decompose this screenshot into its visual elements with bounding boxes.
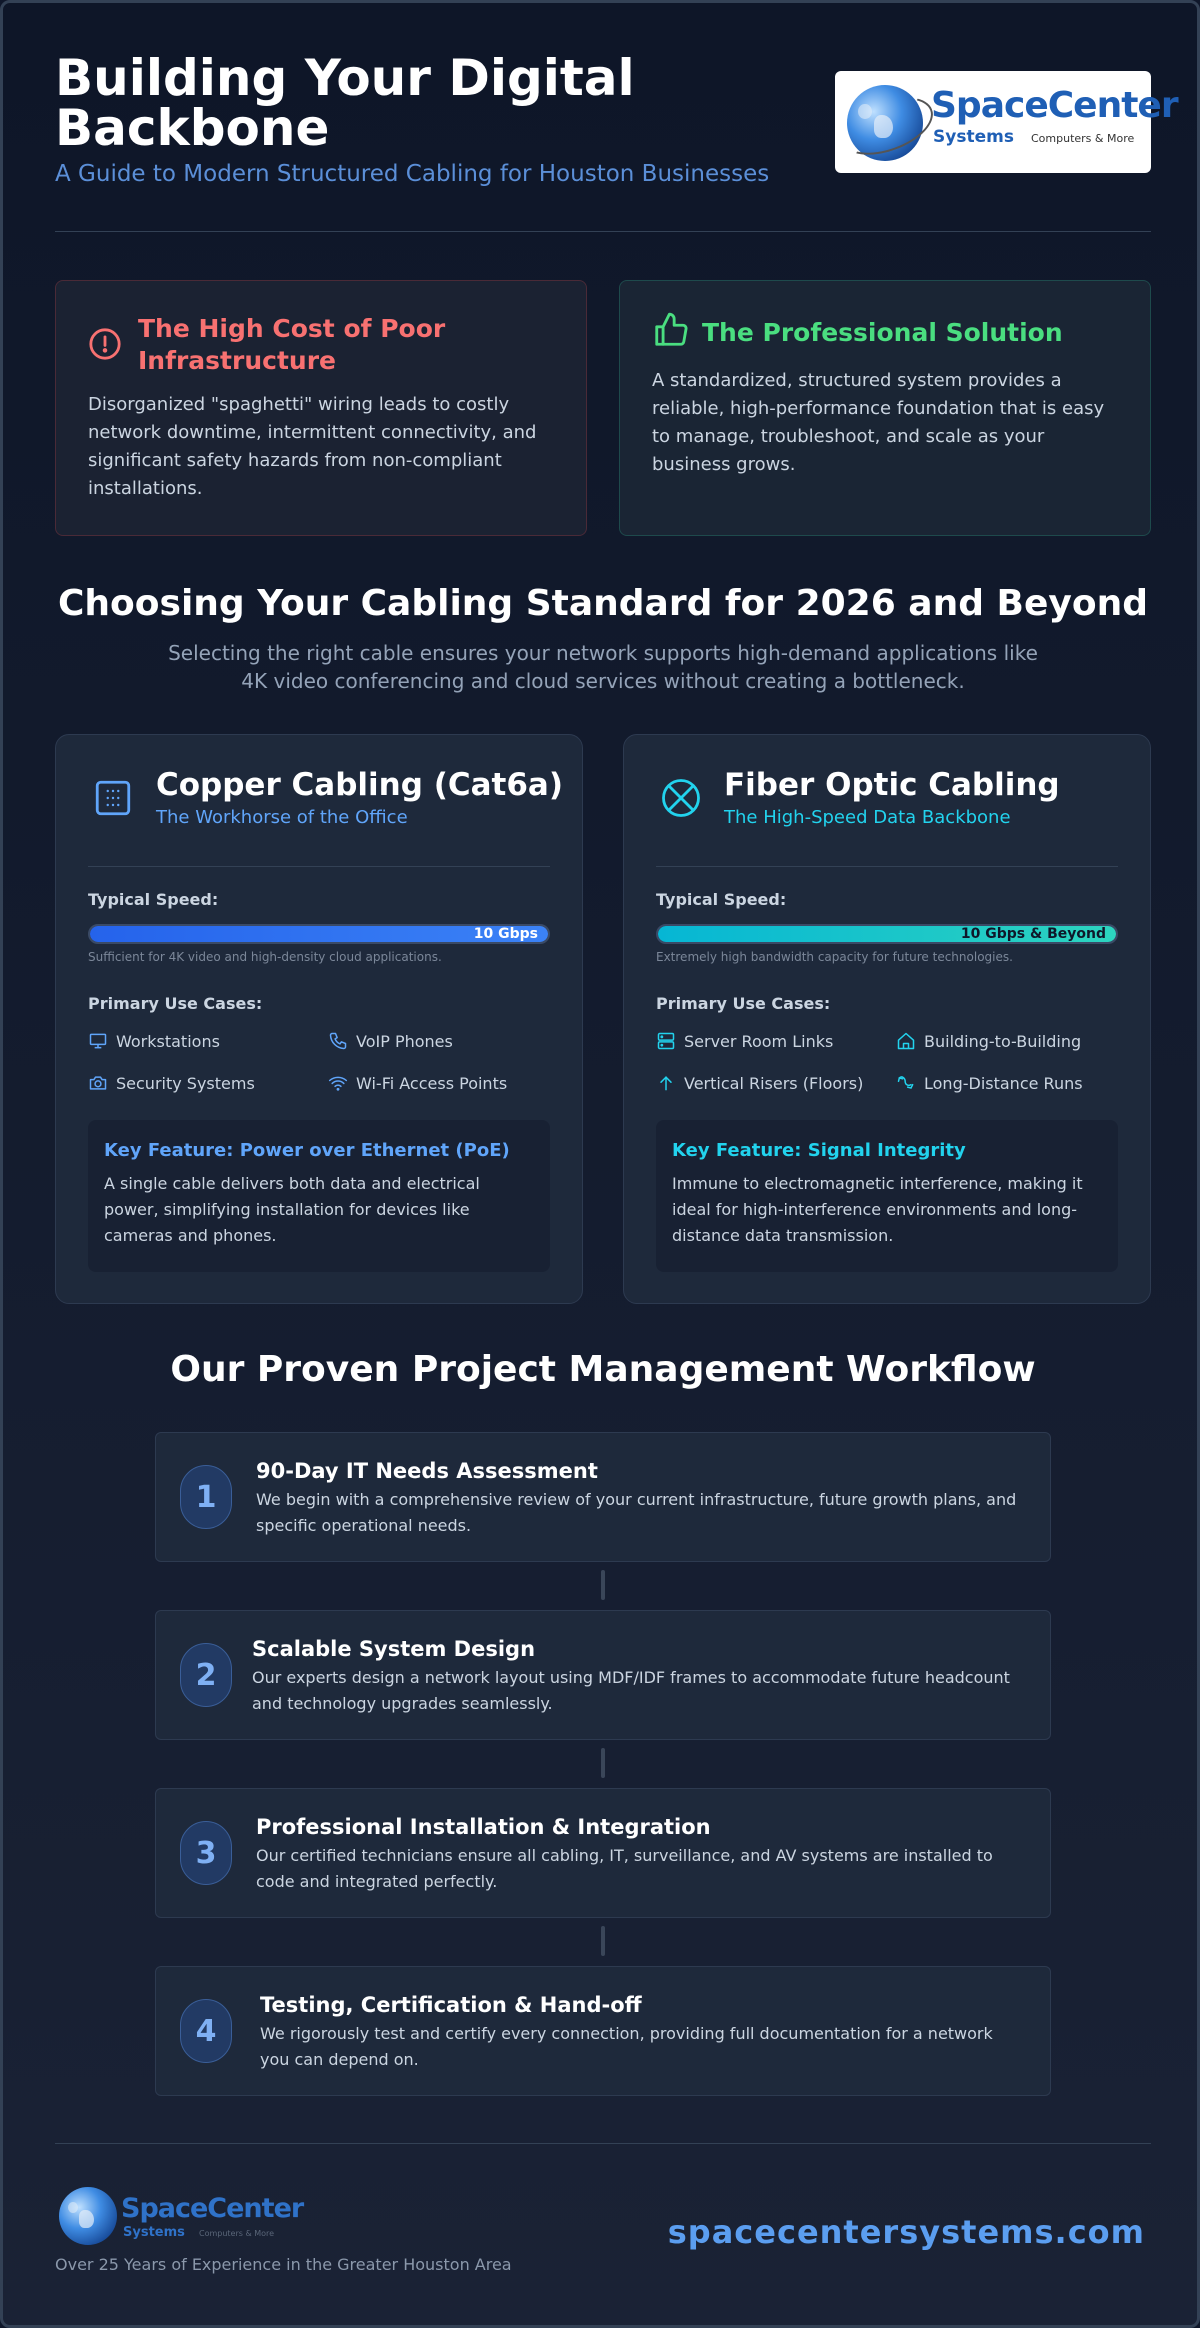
solution-title: The Professional Solution [702,318,1063,347]
step-connector [601,1570,605,1600]
fiber-speed-label: Typical Speed: [656,890,787,909]
use-case-risers [656,1073,863,1093]
company-logo [835,71,1178,173]
header [55,49,1178,187]
fiber-divider [656,866,1118,867]
home-icon [896,1031,916,1051]
step-connector [601,1748,605,1778]
footer-logo-tagline: Computers & More [199,2229,275,2238]
server-icon [656,1031,676,1051]
use-case-label: Server Room Links [684,1031,834,1051]
use-case-label: Vertical Risers (Floors) [684,1073,864,1093]
footer-tagline: Over 25 Years of Experience in the Greater Houston Area [55,2255,512,2274]
use-case-label: Long-Distance Runs [924,1073,1083,1093]
step-title: Professional Installation & Integration [256,1815,711,1839]
problem-title: The High Cost of Poor Infrastructure [138,314,446,375]
copper-speed-value: 10 Gbps [473,926,538,942]
step-number: 1 [180,1465,232,1529]
copper-speed-note: Sufficient for 4K video and high-density cloud applications. [88,950,442,964]
logo-name: SpaceCenter [931,85,1178,126]
copper-cabling-card [55,734,583,1304]
header-divider [55,231,1151,232]
step-text: We rigorously test and certify every connection, providing full documentation for a network you can depend on. [260,2024,993,2069]
standards-subheading: Selecting the right cable ensures your network supports high-demand applications like 4K video conferencing and cloud services without creating a bottleneck. [168,641,1038,693]
thumbs-up-icon [652,311,690,349]
fiber-cabling-card [623,734,1151,1304]
workflow-heading: Our Proven Project Management Workflow [170,1349,1036,1390]
logo-tagline: Computers & More [1031,132,1135,145]
fiber-feature-text: Immune to electromagnetic interference, making it ideal for high-interference environments and long-distance data transmission. [672,1174,1083,1245]
copper-subtitle: The Workhorse of the Office [156,807,408,828]
solution-text: A standardized, structured system provides a reliable, high-performance foundation that is easy to manage, troubleshoot, and scale as your business grows. [652,370,1105,475]
globe-icon [59,2187,117,2245]
fiber-uses-label: Primary Use Cases: [656,994,831,1013]
use-case-long-distance [896,1073,1083,1093]
footer-logo-systems: Systems [123,2225,185,2240]
page-subtitle: A Guide to Modern Structured Cabling for Houston Businesses [55,161,770,187]
ethernet-port-icon [92,777,134,819]
alert-circle-icon [88,327,122,361]
logo-systems: Systems [933,127,1014,147]
step-title: Testing, Certification & Hand-off [260,1993,642,2017]
fiber-speed-bar [656,924,1118,944]
website-link[interactable]: spacecentersystems.com [667,2213,1145,2251]
copper-uses-label: Primary Use Cases: [88,994,263,1013]
workflow-step-3 [155,1788,1051,1918]
fiber-title: Fiber Optic Cabling [724,767,1060,803]
monitor-icon [88,1031,108,1051]
fiber-subtitle: The High-Speed Data Backbone [724,807,1011,828]
step-text: We begin with a comprehensive review of your current infrastructure, future growth plans, and specific operational needs. [256,1490,1017,1535]
footer-logo-name: SpaceCenter [121,2193,304,2224]
page-title: Building Your Digital Backbone [55,49,635,157]
problem-text: Disorganized "spaghetti" wiring leads to costly network downtime, intermittent connectivity, and significant safety hazards from non-compliant installations. [88,394,537,499]
use-case-voip [328,1031,453,1051]
problem-card [55,280,587,536]
step-title: 90-Day IT Needs Assessment [256,1459,598,1483]
use-case-label: Security Systems [116,1073,255,1093]
footer-logo [55,2183,304,2247]
step-number: 3 [180,1821,232,1885]
phone-icon [328,1031,348,1051]
copper-divider [88,866,550,867]
use-case-security [88,1073,255,1093]
copper-speed-label: Typical Speed: [88,890,219,909]
copper-feature-title: Key Feature: Power over Ethernet (PoE) [104,1140,510,1161]
use-case-building [896,1031,1081,1051]
footer-divider [55,2143,1151,2144]
use-case-workstations [88,1031,220,1051]
step-text: Our experts design a network layout using MDF/IDF frames to accommodate future headcount and technology upgrades seamlessly. [252,1668,1010,1713]
step-title: Scalable System Design [252,1637,536,1661]
use-case-server-room [656,1031,833,1051]
use-case-label: Workstations [116,1031,220,1051]
step-number: 4 [180,1999,232,2063]
copper-feature-text: A single cable delivers both data and electrical power, simplifying installation for devices like cameras and phones. [104,1174,480,1245]
copper-speed-bar [88,924,550,944]
fiber-speed-note: Extremely high bandwidth capacity for future technologies. [656,950,1013,964]
route-icon [896,1073,916,1093]
use-case-label: Wi-Fi Access Points [356,1073,508,1093]
fiber-feature-box [656,1120,1118,1272]
use-case-label: VoIP Phones [356,1031,453,1051]
use-case-label: Building-to-Building [924,1031,1082,1051]
workflow-step-1 [155,1432,1051,1562]
standards-heading: Choosing Your Cabling Standard for 2026 and Beyond [58,583,1148,624]
copper-feature-box [88,1120,550,1272]
fiber-feature-title: Key Feature: Signal Integrity [672,1140,966,1161]
solution-card [619,280,1151,536]
copper-title: Copper Cabling (Cat6a) [156,767,564,803]
fiber-crosshair-icon [660,777,702,819]
camera-icon [88,1073,108,1093]
step-text: Our certified technicians ensure all cabling, IT, surveillance, and AV systems are installed to code and integrated perfectly. [256,1846,993,1891]
step-number: 2 [180,1643,232,1707]
wifi-icon [328,1073,348,1093]
arrow-up-icon [656,1073,676,1093]
step-connector [601,1926,605,1956]
workflow-step-2 [155,1610,1051,1740]
fiber-speed-value: 10 Gbps & Beyond [960,926,1106,942]
use-case-wifi [328,1073,507,1093]
workflow-step-4 [155,1966,1051,2096]
